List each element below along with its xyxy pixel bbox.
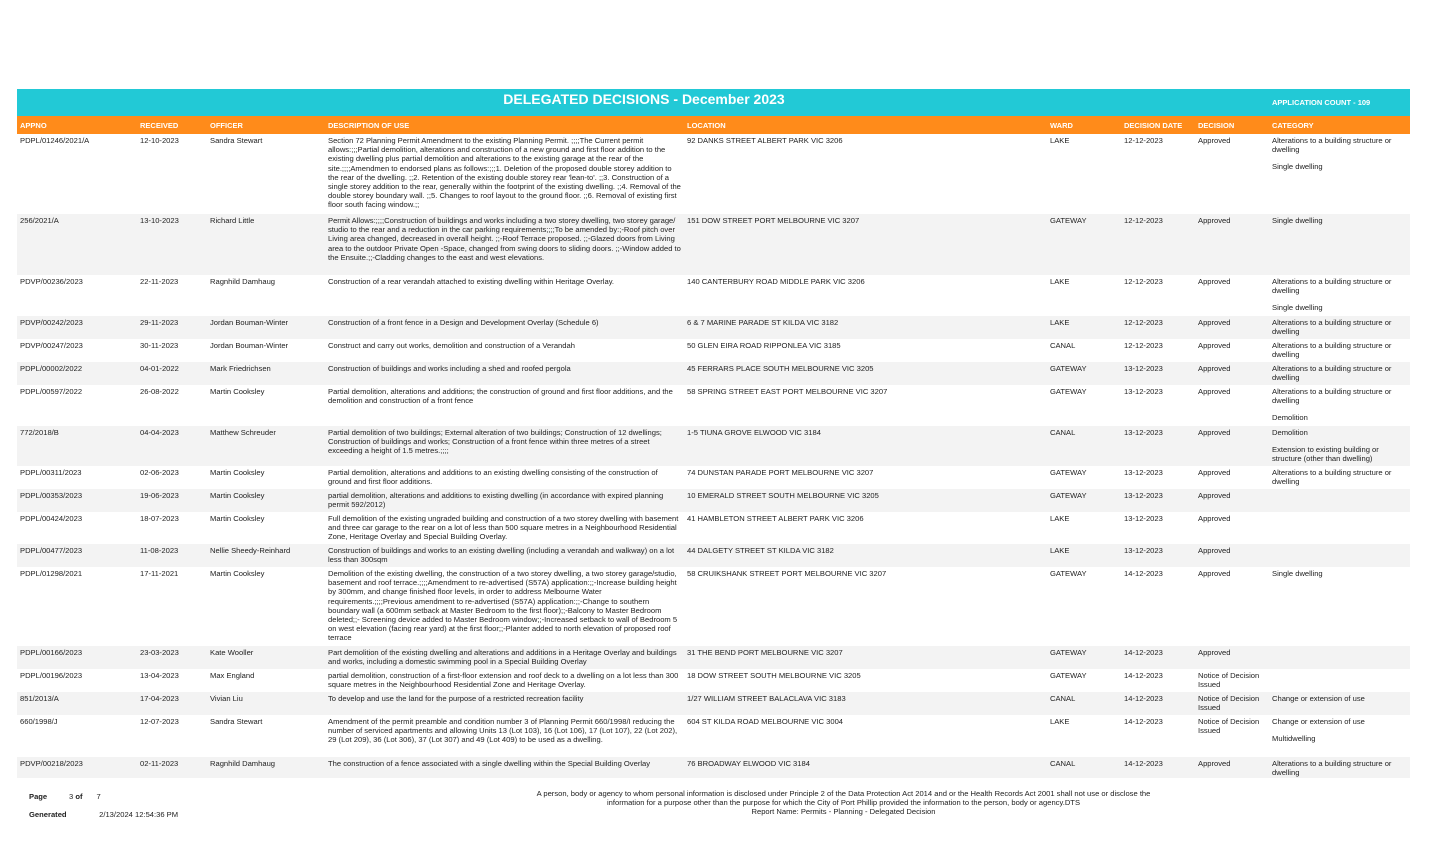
cell-ward: LAKE: [1047, 544, 1121, 567]
cell-category: [1269, 385, 1410, 426]
cell-description: Demolition of the existing dwelling, the construction of a two storey dwelling, a two storey garage/studio, basement and roof terrace.;;;;Amendment to re-advertised (S57A) application:;;-Increase building height by 300mm, and change finished floor levels, in order to address Melbourne Water requirements.;;;;Previous amendment to re-advertised (S57A) application:;;-Change to southern boundary wall (a 600mm setback at Master Bedroom to the first floor);;-Balcony to Master Bedroom deleted;;- Screening device added to Master Bedroom window;;-Increased setback to wall of Bedroom 5 on west elevation (facing rear yard) at the first floor;;-Planter added to north elevation of proposed roof terrace: [325, 567, 684, 646]
cell-location: 1/27 WILLIAM STREET BALACLAVA VIC 3183: [684, 692, 1047, 715]
report-title-bar: [17, 89, 1410, 116]
cell-officer: Max England: [207, 669, 325, 692]
cell-ward: LAKE: [1047, 512, 1121, 544]
cell-decision-date: 13-12-2023: [1121, 426, 1195, 466]
generated-label: Generated: [29, 810, 67, 819]
cell-category: [1269, 646, 1410, 669]
cell-received: 17-04-2023: [137, 692, 207, 715]
table-row: [17, 757, 1410, 778]
cell-decision-date: 14-12-2023: [1121, 757, 1195, 778]
cell-decision-date: 14-12-2023: [1121, 646, 1195, 669]
cell-description: Construction of buildings and works to an existing dwelling (including a verandah and walkway) on a lot less than 300sqm: [325, 544, 684, 567]
table-row: [17, 134, 1410, 214]
cell-decision: Approved: [1195, 316, 1269, 339]
report: [17, 89, 1410, 778]
column-header-decision: DECISION: [1195, 116, 1269, 134]
cell-ward: GATEWAY: [1047, 385, 1121, 426]
column-header-location: LOCATION: [684, 116, 1047, 134]
table-row: [17, 466, 1410, 489]
cell-description: Construct and carry out works, demolition and construction of a Verandah: [325, 339, 684, 362]
cell-appno: PDVP/00218/2023: [17, 757, 137, 778]
cell-category: [1269, 669, 1410, 692]
cell-location: 92 DANKS STREET ALBERT PARK VIC 3206: [684, 134, 1047, 214]
category-item: Single dwelling: [1272, 569, 1323, 578]
decisions-table: [17, 116, 1410, 778]
table-row: [17, 316, 1410, 339]
cell-decision-date: 12-12-2023: [1121, 316, 1195, 339]
cell-decision: Approved: [1195, 567, 1269, 646]
cell-appno: PDPL/00002/2022: [17, 362, 137, 385]
category-item: Extension to existing building or structure (other than dwelling): [1272, 445, 1379, 464]
category-item: Single dwelling: [1272, 162, 1323, 172]
cell-ward: CANAL: [1047, 692, 1121, 715]
cell-decision-date: 12-12-2023: [1121, 134, 1195, 214]
cell-decision-date: 14-12-2023: [1121, 692, 1195, 715]
cell-description: Partial demolition of two buildings; External alteration of two buildings; Construction of 12 dwellings; Construction of buildings and works; Construction of a front fence within three metres of a street exceeding a height of 1.5 metres.;;;;: [325, 426, 684, 466]
page-label: Page: [29, 792, 48, 801]
cell-officer: Martin Cooksley: [207, 466, 325, 489]
cell-category: [1269, 275, 1410, 316]
cell-decision-date: 12-12-2023: [1121, 275, 1195, 316]
table-body: [17, 134, 1410, 778]
cell-officer: Martin Cooksley: [207, 385, 325, 426]
cell-received: 22-11-2023: [137, 275, 207, 316]
table-row: [17, 339, 1410, 362]
column-header-decision-date: DECISION DATE: [1121, 116, 1195, 134]
cell-description: Construction of a rear verandah attached to existing dwelling within Heritage Overlay.: [325, 275, 684, 316]
cell-ward: GATEWAY: [1047, 466, 1121, 489]
cell-location: 58 CRUIKSHANK STREET PORT MELBOURNE VIC 3207: [684, 567, 1047, 646]
cell-officer: Martin Cooksley: [207, 567, 325, 646]
cell-appno: PDPL/00477/2023: [17, 544, 137, 567]
cell-location: 1-5 TIUNA GROVE ELWOOD VIC 3184: [684, 426, 1047, 466]
cell-ward: GATEWAY: [1047, 489, 1121, 512]
cell-decision: Approved: [1195, 646, 1269, 669]
cell-ward: CANAL: [1047, 339, 1121, 362]
cell-category: [1269, 489, 1410, 512]
cell-decision: Notice of Decision Issued: [1195, 669, 1269, 692]
cell-ward: LAKE: [1047, 316, 1121, 339]
cell-received: 13-04-2023: [137, 669, 207, 692]
cell-decision-date: 13-12-2023: [1121, 385, 1195, 426]
category-item: Alterations to a building structure or dwelling: [1272, 387, 1392, 406]
cell-location: 604 ST KILDA ROAD MELBOURNE VIC 3004: [684, 715, 1047, 757]
cell-location: 10 EMERALD STREET SOUTH MELBOURNE VIC 3205: [684, 489, 1047, 512]
cell-officer: Nellie Sheedy-Reinhard: [207, 544, 325, 567]
category-item: Alterations to a building structure or dwelling: [1272, 468, 1392, 487]
cell-decision-date: 13-12-2023: [1121, 466, 1195, 489]
category-item: Change or extension of use: [1272, 694, 1365, 703]
cell-decision-date: 13-12-2023: [1121, 512, 1195, 544]
category-item: Single dwelling: [1272, 216, 1323, 225]
generated-info: [29, 810, 178, 819]
cell-officer: Sandra Stewart: [207, 134, 325, 214]
cell-appno: PDPL/00311/2023: [17, 466, 137, 489]
cell-decision: Approved: [1195, 134, 1269, 214]
cell-decision: Approved: [1195, 214, 1269, 275]
cell-description: partial demolition, alterations and additions to existing dwelling (in accordance with expired planning permit 592/2012): [325, 489, 684, 512]
cell-location: 6 & 7 MARINE PARADE ST KILDA VIC 3182: [684, 316, 1047, 339]
privacy-disclaimer: [530, 789, 1157, 817]
cell-officer: Martin Cooksley: [207, 512, 325, 544]
cell-decision-date: 12-12-2023: [1121, 339, 1195, 362]
cell-officer: Sandra Stewart: [207, 715, 325, 757]
cell-description: Full demolition of the existing ungraded building and construction of a two storey dwelling with basement and three car garage to the rear on a lot of less than 500 square metres in a Neighbourhood Residential Zone, Heritage Overlay and Special Building Overlay.: [325, 512, 684, 544]
category-item: Multidwelling: [1272, 734, 1316, 744]
cell-officer: Ragnhild Damhaug: [207, 275, 325, 316]
table-row: [17, 275, 1410, 316]
cell-received: 17-11-2021: [137, 567, 207, 646]
cell-description: The construction of a fence associated with a single dwelling within the Special Building Overlay: [325, 757, 684, 778]
cell-officer: Matthew Schreuder: [207, 426, 325, 466]
cell-category: [1269, 316, 1410, 339]
cell-appno: 772/2018/B: [17, 426, 137, 466]
cell-received: 18-07-2023: [137, 512, 207, 544]
cell-received: 30-11-2023: [137, 339, 207, 362]
table-row: [17, 715, 1410, 757]
cell-ward: CANAL: [1047, 426, 1121, 466]
cell-location: 18 DOW STREET SOUTH MELBOURNE VIC 3205: [684, 669, 1047, 692]
cell-location: 151 DOW STREET PORT MELBOURNE VIC 3207: [684, 214, 1047, 275]
table-row: [17, 385, 1410, 426]
report-name: Report Name: Permits - Planning - Delegated Decision: [751, 807, 936, 817]
cell-location: 76 BROADWAY ELWOOD VIC 3184: [684, 757, 1047, 778]
cell-category: [1269, 544, 1410, 567]
table-row: [17, 512, 1410, 544]
cell-location: 50 GLEN EIRA ROAD RIPPONLEA VIC 3185: [684, 339, 1047, 362]
cell-category: [1269, 362, 1410, 385]
cell-decision-date: 12-12-2023: [1121, 214, 1195, 275]
cell-category: [1269, 757, 1410, 778]
table-row: [17, 692, 1410, 715]
cell-officer: Jordan Bouman-Winter: [207, 316, 325, 339]
application-count: APPLICATION COUNT - 109: [1272, 98, 1371, 107]
page-number: 3: [69, 792, 74, 801]
cell-decision: Notice of Decision Issued: [1195, 692, 1269, 715]
report-title: DELEGATED DECISIONS - December 2023: [503, 91, 785, 107]
table-row: [17, 362, 1410, 385]
generated-value: 2/13/2024 12:54:36 PM: [99, 810, 179, 819]
cell-ward: GATEWAY: [1047, 214, 1121, 275]
cell-received: 12-07-2023: [137, 715, 207, 757]
category-item: Alterations to a building structure or dwelling: [1272, 136, 1392, 155]
cell-location: 140 CANTERBURY ROAD MIDDLE PARK VIC 3206: [684, 275, 1047, 316]
page-indicator: [29, 792, 101, 801]
cell-category: [1269, 134, 1410, 214]
cell-received: 29-11-2023: [137, 316, 207, 339]
cell-decision-date: 13-12-2023: [1121, 544, 1195, 567]
cell-appno: PDPL/00196/2023: [17, 669, 137, 692]
cell-decision: Approved: [1195, 466, 1269, 489]
cell-officer: Kate Wooller: [207, 646, 325, 669]
cell-decision: Approved: [1195, 362, 1269, 385]
cell-appno: PDPL/00424/2023: [17, 512, 137, 544]
column-header-appno: APPNO: [17, 116, 137, 134]
cell-location: 45 FERRARS PLACE SOUTH MELBOURNE VIC 3205: [684, 362, 1047, 385]
cell-appno: PDVP/00236/2023: [17, 275, 137, 316]
page-of-label: of: [75, 792, 83, 801]
column-header-ward: WARD: [1047, 116, 1121, 134]
cell-received: 02-06-2023: [137, 466, 207, 489]
cell-category: [1269, 692, 1410, 715]
cell-received: 23-03-2023: [137, 646, 207, 669]
cell-location: 41 HAMBLETON STREET ALBERT PARK VIC 3206: [684, 512, 1047, 544]
category-item: Alterations to a building structure or dwelling: [1272, 318, 1392, 337]
disclaimer-text: A person, body or agency to whom personal information is disclosed under Principle 2 of the Data Protection Act 2014 and or the Health Records Act 2001 shall not use or disclose the information for a purpose other than the purpose for which the City of Port Phillip provided the information to the person, body or agency.DTS: [536, 789, 1151, 808]
cell-received: 19-06-2023: [137, 489, 207, 512]
cell-officer: Jordan Bouman-Winter: [207, 339, 325, 362]
cell-location: 58 SPRING STREET EAST PORT MELBOURNE VIC 3207: [684, 385, 1047, 426]
table-row: [17, 669, 1410, 692]
table-header-row: [17, 116, 1410, 134]
cell-appno: PDPL/00353/2023: [17, 489, 137, 512]
cell-decision: Approved: [1195, 544, 1269, 567]
cell-received: 12-10-2023: [137, 134, 207, 214]
cell-location: 44 DALGETY STREET ST KILDA VIC 3182: [684, 544, 1047, 567]
cell-decision: Approved: [1195, 275, 1269, 316]
cell-decision-date: 14-12-2023: [1121, 715, 1195, 757]
cell-ward: LAKE: [1047, 715, 1121, 757]
cell-description: Partial demolition, alterations and additions; the construction of ground and first floor additions, and the demolition and construction of a front fence: [325, 385, 684, 426]
cell-received: 04-04-2023: [137, 426, 207, 466]
cell-ward: CANAL: [1047, 757, 1121, 778]
category-item: Alterations to a building structure or dwelling: [1272, 341, 1392, 360]
cell-officer: Ragnhild Damhaug: [207, 757, 325, 778]
column-header-officer: OFFICER: [207, 116, 325, 134]
cell-officer: Vivian Liu: [207, 692, 325, 715]
cell-officer: Richard Little: [207, 214, 325, 275]
cell-ward: GATEWAY: [1047, 669, 1121, 692]
cell-ward: GATEWAY: [1047, 362, 1121, 385]
cell-description: To develop and use the land for the purpose of a restricted recreation facility: [325, 692, 684, 715]
cell-location: 31 THE BEND PORT MELBOURNE VIC 3207: [684, 646, 1047, 669]
cell-description: Construction of a front fence in a Design and Development Overlay (Schedule 6): [325, 316, 684, 339]
cell-location: 74 DUNSTAN PARADE PORT MELBOURNE VIC 3207: [684, 466, 1047, 489]
cell-appno: PDVP/00247/2023: [17, 339, 137, 362]
cell-officer: Mark Friedrichsen: [207, 362, 325, 385]
page-total: 7: [96, 792, 101, 801]
column-header-received: RECEIVED: [137, 116, 207, 134]
category-item: Alterations to a building structure or dwelling: [1272, 759, 1392, 778]
cell-received: 04-01-2022: [137, 362, 207, 385]
cell-appno: PDPL/01298/2021: [17, 567, 137, 646]
category-item: Alterations to a building structure or dwelling: [1272, 364, 1392, 383]
table-row: [17, 214, 1410, 275]
table-row: [17, 544, 1410, 567]
category-item: Demolition: [1272, 413, 1308, 423]
cell-appno: 660/1998/J: [17, 715, 137, 757]
cell-category: [1269, 214, 1410, 275]
cell-decision: Approved: [1195, 489, 1269, 512]
cell-decision: Approved: [1195, 339, 1269, 362]
cell-decision-date: 14-12-2023: [1121, 567, 1195, 646]
cell-decision-date: 13-12-2023: [1121, 362, 1195, 385]
cell-description: partial demolition, construction of a first-floor extension and roof deck to a dwelling on a lot less than 300 square metres in the Neighbourhood Residential Zone and Heritage Overlay.: [325, 669, 684, 692]
cell-ward: GATEWAY: [1047, 567, 1121, 646]
category-item: Single dwelling: [1272, 303, 1323, 313]
cell-description: Permit Allows:;;;;Construction of buildings and works including a two storey dwelling, two storey garage/ studio to the rear and a reduction in the car parking requirements;;;;To be amended by:;-Roof pitch over Living area changed, decreased in overall height. ;;-Roof Terrace proposed. ;;-Glazed doors from Living area to the outdoor Private Open -Space, changed from swing doors to sliding doors. ;;-Window added to the Ensuite.;;-Cladding changes to the east and west elevations.: [325, 214, 684, 275]
cell-ward: LAKE: [1047, 134, 1121, 214]
cell-appno: PDPL/00597/2022: [17, 385, 137, 426]
cell-description: Amendment of the permit preamble and condition number 3 of Planning Permit 660/1998/I reducing the number of serviced apartments and allowing Units 13 (Lot 103), 16 (Lot 106), 17 (Lot 107), 22 (Lot 202), 29 (Lot 209), 36 (Lot 306), 37 (Lot 307) and 49 (Lot 409) to be used as a dwelling.: [325, 715, 684, 757]
category-item: Change or extension of use: [1272, 717, 1365, 726]
cell-description: Partial demolition, alterations and additions to an existing dwelling consisting of the construction of ground and first floor additions.: [325, 466, 684, 489]
category-item: Alterations to a building structure or dwelling: [1272, 277, 1392, 296]
cell-category: [1269, 715, 1410, 757]
cell-category: [1269, 466, 1410, 489]
cell-decision: Notice of Decision Issued: [1195, 715, 1269, 757]
cell-appno: PDPL/01246/2021/A: [17, 134, 137, 214]
cell-received: 26-08-2022: [137, 385, 207, 426]
cell-ward: LAKE: [1047, 275, 1121, 316]
cell-decision: Approved: [1195, 512, 1269, 544]
cell-description: Part demolition of the existing dwelling and alterations and additions in a Heritage Overlay and buildings and works, including a domestic swimming pool in a Special Building Overlay: [325, 646, 684, 669]
cell-appno: PDPL/00166/2023: [17, 646, 137, 669]
table-row: [17, 646, 1410, 669]
cell-appno: 256/2021/A: [17, 214, 137, 275]
cell-category: [1269, 567, 1410, 646]
cell-decision: Approved: [1195, 757, 1269, 778]
cell-received: 11-08-2023: [137, 544, 207, 567]
cell-category: [1269, 339, 1410, 362]
cell-appno: PDVP/00242/2023: [17, 316, 137, 339]
column-header-description: DESCRIPTION OF USE: [325, 116, 684, 134]
table-row: [17, 426, 1410, 466]
cell-description: Section 72 Planning Permit Amendment to the existing Planning Permit. ;;;;The Current permit allows:;;;Partial demolition, alterations and construction of a new ground and first floor addition to the existing dwelling plus partial demolition and alterations to the existing garage at the rear of the site.;;;;Amendmen to endorsed plans as follows:;;;1. Deletion of the proposed double storey addition to the rear of the dwelling. ;;2. Retention of the existing double storey rear 'lean-to'. ;;3. Construction of a single storey addition to the rear, generally within the footprint of the existing dwelling. ;;4. Removal of the double storey boundary wall. ;;5. Changes to roof layout to the ground floor. ;;6. Removal of existing first floor south facing window.;;: [325, 134, 684, 214]
table-row: [17, 567, 1410, 646]
table-row: [17, 489, 1410, 512]
category-item: Demolition: [1272, 428, 1308, 437]
cell-ward: GATEWAY: [1047, 646, 1121, 669]
cell-appno: 851/2013/A: [17, 692, 137, 715]
cell-category: [1269, 512, 1410, 544]
column-header-category: CATEGORY: [1269, 116, 1410, 134]
cell-received: 02-11-2023: [137, 757, 207, 778]
cell-decision-date: 13-12-2023: [1121, 489, 1195, 512]
cell-decision: Approved: [1195, 426, 1269, 466]
cell-decision: Approved: [1195, 385, 1269, 426]
cell-officer: Martin Cooksley: [207, 489, 325, 512]
cell-received: 13-10-2023: [137, 214, 207, 275]
cell-decision-date: 14-12-2023: [1121, 669, 1195, 692]
cell-category: [1269, 426, 1410, 466]
cell-description: Construction of buildings and works including a shed and roofed pergola: [325, 362, 684, 385]
